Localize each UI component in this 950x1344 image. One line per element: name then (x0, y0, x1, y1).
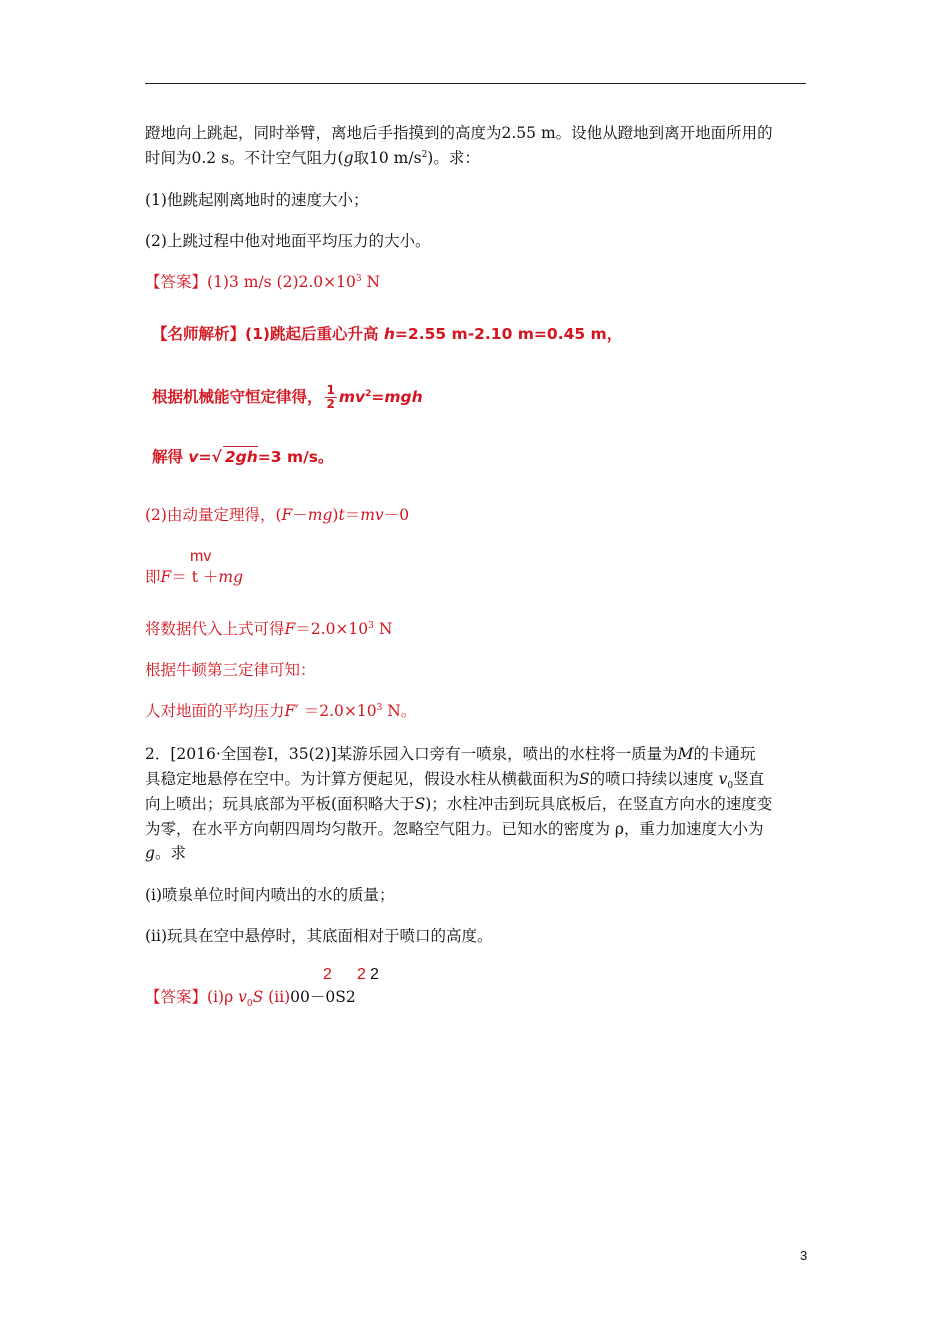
S-symbol: S (414, 795, 426, 813)
problem2-line4 (145, 818, 764, 840)
question-i (145, 884, 395, 906)
superscript: 2 (421, 150, 428, 160)
t-symbol: t (338, 506, 345, 524)
subscript: 0 (727, 781, 734, 792)
h-symbol: h (383, 325, 395, 343)
problem1-line1 (145, 122, 773, 144)
problem1-line2 (145, 147, 480, 169)
equals-sign: ＝ (344, 506, 361, 524)
solution-text: 根据牛顿第三定律可知： (145, 661, 316, 679)
solution-text: 人对地面的平均压力 (145, 702, 285, 720)
v-symbol: v (718, 770, 728, 788)
subscript: 0 (246, 999, 253, 1010)
minus-zero: －0 (383, 506, 410, 524)
analysis-text-1b: =2.55 m-2.10 m=0.45 m， (394, 325, 623, 343)
answer-1-unit: N (361, 273, 381, 291)
problem1-text-2c: )。求： (427, 149, 480, 167)
sqrt-sign: √ (211, 448, 222, 466)
question-2 (145, 230, 430, 252)
M-symbol: M (677, 745, 694, 763)
equals-sign: = (198, 448, 212, 466)
problem2-text: 具稳定地悬停在空中。为计算方便起见，假设水柱从横截面积为 (145, 770, 580, 788)
fraction-numerator-mv (190, 548, 211, 566)
formula-text: ＝2.0×10 (295, 620, 369, 638)
fraction-numerator: 1 (326, 383, 335, 397)
analysis-label: 【名师解析】 (152, 325, 246, 343)
F-symbol: F (160, 568, 172, 586)
problem2-line5 (145, 842, 186, 864)
analysis-line2 (152, 384, 423, 411)
mg-symbol: mg (307, 506, 333, 524)
question-i-text: (ⅰ)喷泉单位时间内喷出的水的质量； (145, 886, 395, 904)
v-symbol: v (188, 448, 199, 466)
superscript: 3 (376, 703, 383, 713)
analysis-text-2a: 根据机械能守恒定律得， (152, 388, 323, 406)
unit-text: N (373, 620, 393, 638)
mv-symbol: mv (338, 388, 366, 406)
analysis-text-1a: (1)跳起后重心升高 (245, 325, 384, 343)
problem2-text: 2．[2016·全国卷Ⅰ，35(2)]某游乐园入口旁有一喷泉，喷出的水柱将一质量为 (145, 745, 678, 763)
problem2-text: 向上喷出；玩具底部为平板(面积略大于 (145, 795, 415, 813)
problem2-text: 。求 (154, 844, 186, 862)
solution2-line2 (145, 566, 243, 588)
analysis-line3 (152, 446, 334, 467)
header-rule (145, 83, 806, 84)
problem1-text-2b: 取10 m/s (353, 149, 422, 167)
answer-label: 【答案】 (145, 988, 208, 1006)
F-symbol: F (284, 702, 296, 720)
fraction-one-half (325, 384, 337, 411)
formula-top-digit-2 (357, 966, 366, 984)
mv-numerator: mv (190, 548, 212, 565)
problem1-text-1: 蹬地向上跳起，同时举臂，离地后手指摸到的高度为2.55 m。设他从蹬地到离开地面所用的 (145, 124, 773, 142)
superscript: 3 (355, 274, 362, 284)
question-1-text: (1)他跳起刚离地时的速度大小； (145, 191, 369, 209)
solution-text: (2)由动量定理得，( (145, 506, 282, 524)
superscript: 2 (365, 389, 372, 399)
answer-1 (145, 271, 380, 293)
radicand-text: 2gh (224, 448, 258, 466)
formula-top-digit-3 (370, 966, 379, 984)
digit: 2 (370, 966, 379, 983)
solution2-line5 (145, 700, 416, 722)
unit-text: N。 (382, 702, 417, 720)
S-symbol: S (579, 770, 590, 788)
answer-2 (145, 986, 356, 1015)
g-symbol: g (145, 844, 155, 862)
answer-1-text: (1)3 m/s (2)2.0×10 (207, 273, 356, 291)
problem2-text: 的喷口持续以速度 (589, 770, 719, 788)
solution2-line1 (145, 504, 409, 526)
problem2-text: 为零，在水平方向朝四周均匀散开。忽略空气阻力。已知水的密度为 ρ，重力加速度大小为 (145, 820, 764, 838)
problem2-text: 的卡通玩 (693, 745, 756, 763)
question-1 (145, 189, 368, 211)
analysis-text-3b: =3 m/s。 (257, 448, 334, 466)
answer-2-text: (ⅰ)ρ (207, 988, 239, 1006)
v-symbol: v (238, 988, 247, 1006)
analysis-line1 (152, 324, 622, 344)
S-symbol: S (252, 988, 264, 1006)
sqrt-radicand (223, 446, 258, 467)
mv-symbol: mv (360, 506, 384, 524)
problem2-text: )；水柱冲击到玩具底板后，在竖直方向水的速度变 (425, 795, 773, 813)
F-symbol: F (284, 620, 296, 638)
paren: ) (332, 506, 339, 524)
g-symbol: g (343, 149, 354, 167)
solution-text: 即 (145, 568, 161, 586)
page-number-text: 3 (800, 1248, 808, 1263)
mgh-symbol: =mgh (371, 388, 423, 406)
answer-label: 【答案】 (145, 273, 208, 291)
answer-2-formula: 00－0S2 (290, 988, 356, 1006)
formula-text: ＝ t ＋ (171, 568, 219, 586)
formula-top-digit-1 (323, 966, 332, 984)
F-symbol: F (281, 506, 293, 524)
analysis-text-3a: 解得 (152, 448, 189, 466)
solution2-line4 (145, 659, 316, 681)
digit: 2 (357, 966, 366, 983)
problem2-line3 (145, 793, 772, 815)
solution2-line3 (145, 618, 392, 640)
problem1-text-2a: 时间为0.2 s。不计空气阻力( (145, 149, 344, 167)
minus-sign: － (292, 506, 308, 524)
question-2-text: (2)上跳过程中他对地面平均压力的大小。 (145, 232, 431, 250)
solution-text: 将数据代入上式可得 (145, 620, 285, 638)
problem2-text: 竖直 (733, 770, 765, 788)
fraction-denominator: 2 (326, 397, 335, 411)
page-number (800, 1248, 807, 1263)
problem2-line1 (145, 743, 756, 765)
digit: 2 (323, 966, 332, 983)
answer-2-text: (ⅱ) (263, 988, 291, 1006)
mg-symbol: mg (218, 568, 243, 586)
superscript: 3 (368, 621, 374, 631)
formula-text: ′ ＝2.0×10 (295, 702, 377, 720)
question-ii (145, 925, 493, 947)
question-ii-text: (ⅱ)玩具在空中悬停时，其底面相对于喷口的高度。 (145, 927, 493, 945)
